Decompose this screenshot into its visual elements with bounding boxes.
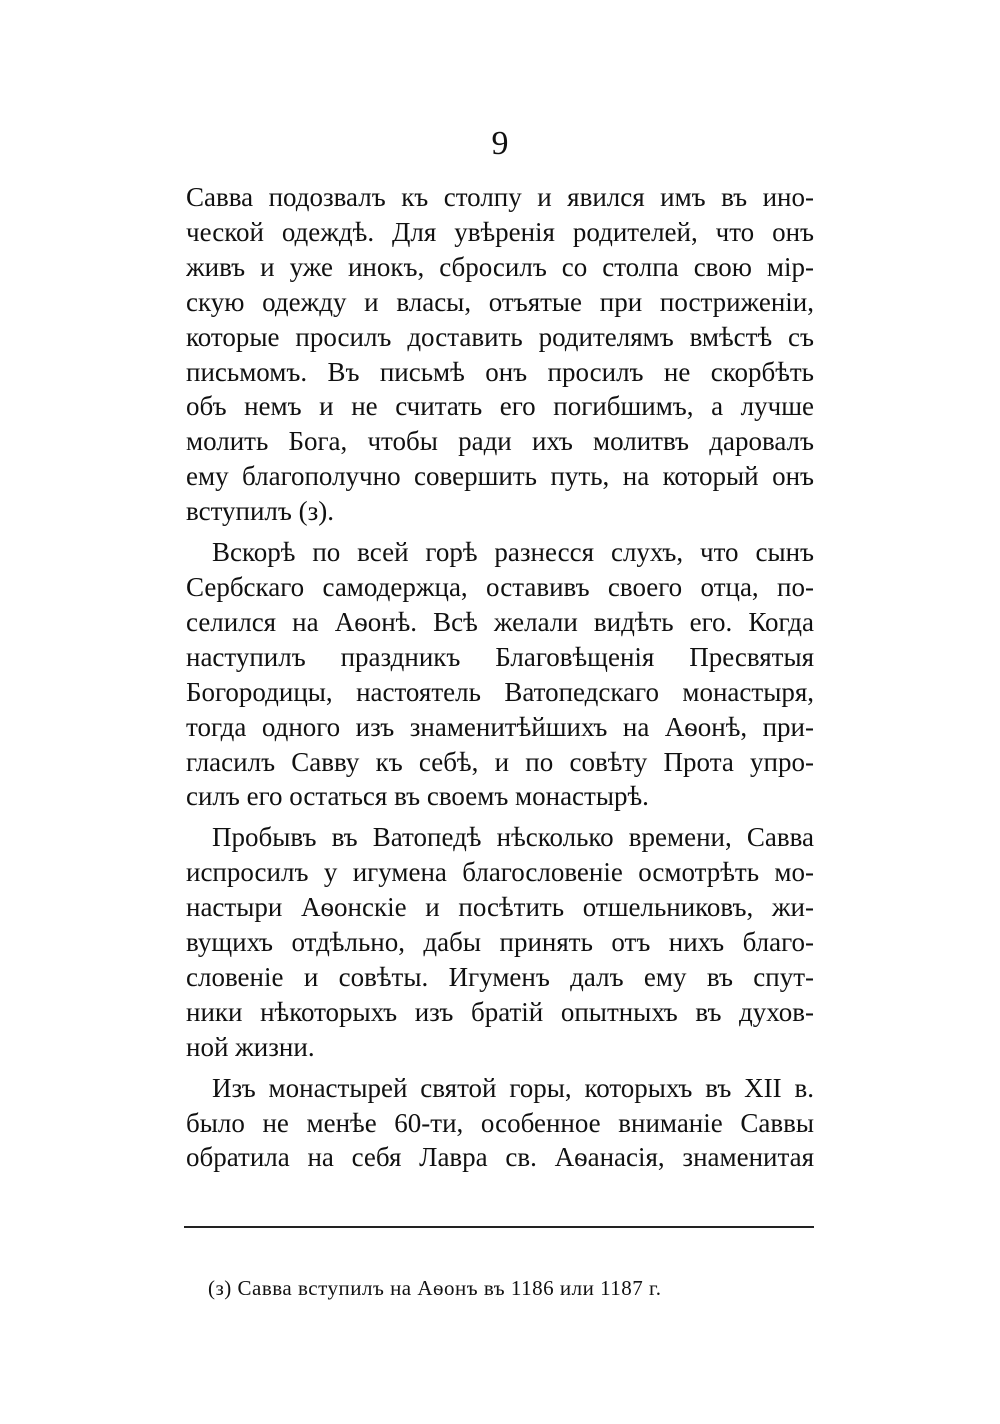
footnote: (з) Савва вступилъ на Аѳонъ въ 1186 или 1187 г. [208, 1276, 662, 1300]
text-line: Пробывъ въ Ватопедѣ нѣсколько времени, Савва [212, 822, 814, 853]
text-line: испросилъ у игумена благословеніе осмотрѣть мо- [186, 857, 814, 888]
text-line: настыри Аѳонскіе и посѣтить отшельниковъ, жи- [186, 892, 814, 923]
text-line: было не менѣе 60-ти, особенное вниманіе Саввы [186, 1107, 814, 1138]
text-line: Сербскаго самодержца, оставивъ своего отца, по- [186, 571, 814, 602]
text-line: словеніе и совѣты. Игуменъ далъ ему въ спут- [186, 961, 814, 992]
text-line: ники нѣкоторыхъ изъ братій опытныхъ въ духов- [186, 996, 814, 1027]
text-line: Вскорѣ по всей горѣ разнесся слухъ, что сынъ [212, 537, 814, 568]
text-line: объ немъ и не считать его погибшимъ, а лучше [186, 391, 814, 422]
text-line: Савва подозвалъ къ столпу и явился имъ въ ино- [186, 182, 814, 212]
paragraph-1 [186, 180, 814, 529]
body-text [186, 180, 814, 1175]
text-line: ему благополучно совершить путь, на который онъ [186, 461, 814, 492]
text-line: тогда одного изъ знаменитѣйшихъ на Аѳонѣ, при- [186, 711, 814, 742]
page-number: 9 [491, 125, 509, 162]
text-line: гласилъ Савву къ себѣ, и по совѣту Прота упро- [186, 746, 814, 777]
text-line: письмомъ. Въ письмѣ онъ просилъ не скорбѣть [186, 356, 814, 387]
text-line: вущихъ отдѣльно, дабы принять отъ нихъ благо- [186, 927, 814, 958]
text-line: живъ и уже инокъ, сбросилъ со столпа свою мір- [186, 251, 814, 282]
text-line: наступилъ праздникъ Благовѣщенія Пресвятыя [186, 641, 814, 672]
paragraph-4 [186, 1071, 814, 1176]
text-line: Богородицы, настоятель Ватопедскаго монастыря, [186, 676, 814, 707]
paragraph-3 [186, 820, 814, 1064]
text-line: ческой одеждѣ. Для увѣренія родителей, что онъ [186, 216, 814, 247]
paragraph-2 [186, 535, 814, 814]
text-line: Изъ монастырей святой горы, которыхъ въ XII в. [212, 1072, 814, 1103]
text-line: скую одежду и власы, отъятые при постриженіи, [186, 286, 814, 317]
text-line: селился на Аѳонѣ. Всѣ желали видѣть его. Когда [186, 606, 814, 637]
text-line: ной жизни. [186, 1031, 315, 1062]
text-line: молить Бога, чтобы ради ихъ молитвъ даровалъ [186, 426, 814, 457]
text-line: силъ его остаться въ своемъ монастырѣ. [186, 781, 649, 812]
text-line: обратила на себя Лавра св. Аѳанасія, знаменитая [186, 1142, 814, 1173]
text-line: которые просилъ доставить родителямъ вмѣстѣ съ [186, 321, 814, 352]
footnote-divider [184, 1226, 814, 1228]
text-line-with-footnote-ref: вступилъ (з). [186, 496, 334, 527]
